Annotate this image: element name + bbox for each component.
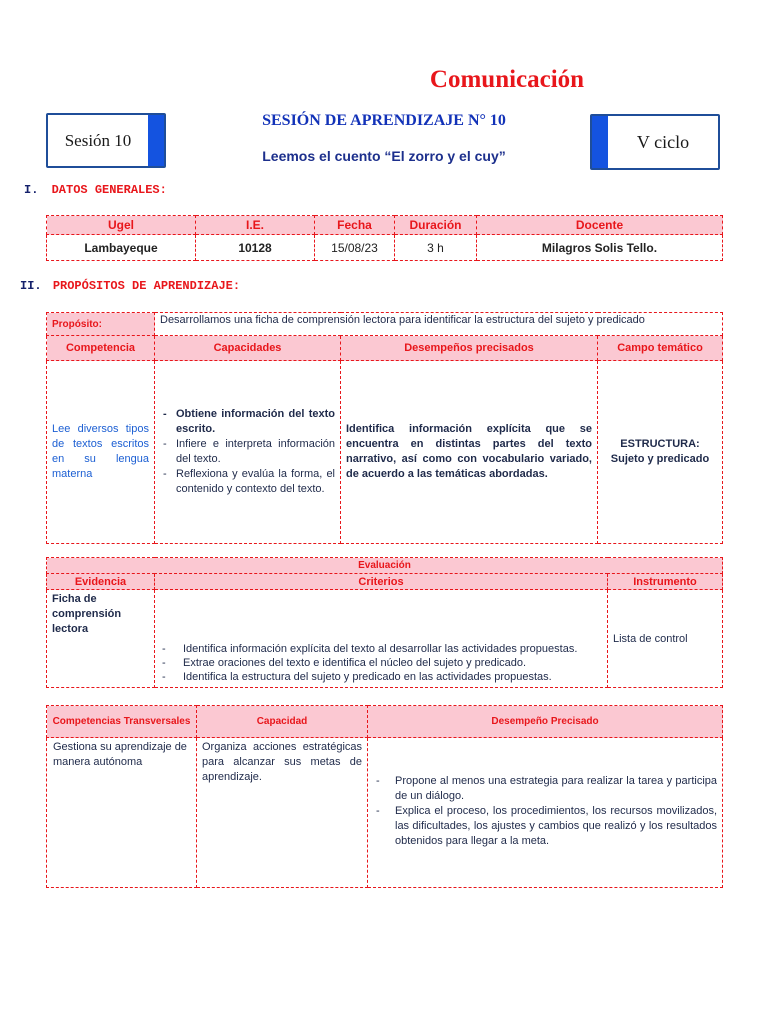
table-row [47,738,723,888]
table-header-row [47,706,723,738]
section-label: PROPÓSITOS DE APRENDIZAJE: [52,279,241,293]
value-docente: Milagros Solis Tello. [477,235,723,261]
list-item: - Explica el proceso, los procedimientos, los recursos movilizados, las dificultades, los ajustes y cambios que realizó y los resultados obtenidos para llegar a la meta. [373,804,717,849]
header-desempeno-precisado: Desempeño Precisado [368,706,723,738]
header-duracion: Duración [395,216,477,235]
header-fecha: Fecha [315,216,395,235]
section-number: II. [20,279,42,293]
competencia-text: Lee diversos tipos de textos escritos en su lengua materna [52,423,149,480]
list-item: - Reflexiona y evalúa la forma, el contenido y contexto del texto. [160,467,335,497]
header-criterios: Criterios [155,574,608,590]
section-heading-datos [24,183,167,197]
capacidades-cell [155,361,341,544]
list-item: - Infiere e interpreta información del texto. [160,437,335,467]
transversal-competencia-cell [47,738,197,888]
header-competencias-transversales: Competencias Transversales [47,706,197,738]
competencia-cell [47,361,155,544]
criterios-cell [155,590,608,688]
header-ugel: Ugel [47,216,196,235]
transversal-desempeno-cell [368,738,723,888]
desempeno-cell [341,361,598,544]
campo-text: Sujeto y predicado [610,453,710,465]
value-duracion: 3 h [395,235,477,261]
transversal-capacidad-cell [197,738,368,888]
table-header-row [47,216,723,235]
proposito-label: Propósito: [47,313,155,336]
header-instrumento: Instrumento [608,574,723,590]
cycle-box [590,114,720,170]
table-row [47,235,723,261]
list-item: - Propone al menos una estrategia para realizar la tarea y participa de un diálogo. [373,774,717,804]
value-ugel: Lambayeque [47,235,196,261]
value-fecha: 15/08/23 [315,235,395,261]
table-row [47,361,723,544]
list-item: - Identifica información explícita del texto al desarrollar las actividades propuestas. [159,642,602,656]
propositos-table [46,312,723,544]
table-header-row [47,558,723,574]
campo-cell [598,361,723,544]
evidencia-cell [47,590,155,688]
campo-title: ESTRUCTURA: [620,438,700,450]
header-ie: I.E. [196,216,315,235]
section-heading-propositos [20,279,240,293]
list-item: - Identifica la estructura del sujeto y predicado en las actividades propuestas. [159,670,602,684]
header-capacidades: Capacidades [155,336,341,361]
header-evidencia: Evidencia [47,574,155,590]
evaluacion-title: Evaluación [47,558,723,574]
header-docente: Docente [477,216,723,235]
header-campo: Campo temático [598,336,723,361]
list-item: - Extrae oraciones del texto e identifica el núcleo del sujeto y predicado. [159,656,602,670]
list-item: - Obtiene información del texto escrito. [160,407,335,437]
table-row [47,313,723,336]
section-label: DATOS GENERALES: [51,183,167,197]
transversal-competencia-text: Gestiona su aprendizaje de manera autónoma [53,741,187,768]
subject-title: Comunicación [429,66,585,93]
instrumento-cell [608,590,723,688]
desempeno-text: Identifica información explícita que se encuentra en distintas partes del texto narrativo, así como con vocabulario variado, de acuerdo a las temáticas abordadas. [346,423,592,480]
evidencia-text: Ficha de comprensión lectora [52,593,122,635]
header-desempenos: Desempeños precisados [341,336,598,361]
cycle-box-accent [592,116,608,168]
table-header-row [47,336,723,361]
session-subtitle: Leemos el cuento “El zorro y el cuy” [262,148,506,164]
cycle-label: V ciclo [636,131,690,152]
session-title: SESIÓN DE APRENDIZAJE N° 10 [262,112,506,129]
header-capacidad: Capacidad [197,706,368,738]
table-header-row [47,574,723,590]
session-number-label: Sesión 10 [64,130,132,150]
instrumento-text: Lista de control [613,632,688,645]
transversales-table [46,705,723,888]
evaluacion-table [46,557,723,688]
datos-generales-table [46,215,723,261]
table-row [47,590,723,688]
value-ie: 10128 [196,235,315,261]
proposito-text: Desarrollamos una ficha de comprensión lectora para identificar la estructura del sujeto y predicado [155,313,723,336]
header-competencia: Competencia [47,336,155,361]
transversal-capacidad-text: Organiza acciones estratégicas para alcanzar sus metas de aprendizaje. [202,741,362,783]
section-number: I. [24,183,39,197]
